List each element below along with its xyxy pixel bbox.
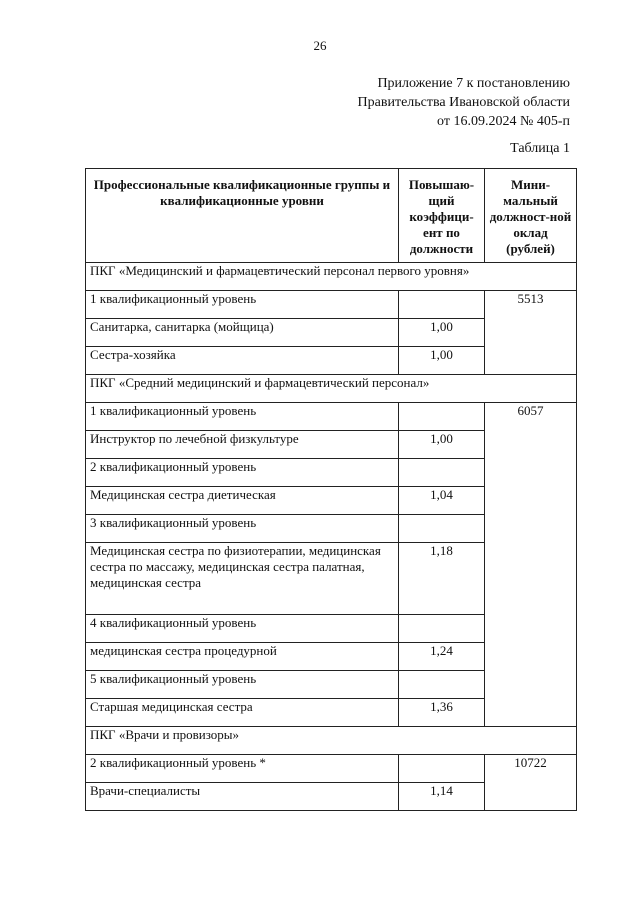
level-name: 3 квалификационный уровень <box>86 515 399 543</box>
coefficient-cell: 1,36 <box>399 699 485 727</box>
group-row <box>86 727 577 755</box>
position-name: Медицинская сестра по физиотерапии, медицинская сестра по массажу, медицинская сестра палатная, медицинская сестра <box>86 543 399 615</box>
level-name: 2 квалификационный уровень <box>86 459 399 487</box>
level-name: 5 квалификационный уровень <box>86 671 399 699</box>
appendix-line-1: Приложение 7 к постановлению <box>377 76 570 91</box>
coefficient-cell: 1,00 <box>399 431 485 459</box>
level-name: 1 квалификационный уровень <box>86 403 399 431</box>
coefficient-cell <box>399 755 485 783</box>
coefficient-cell: 1,00 <box>399 319 485 347</box>
table-row <box>86 291 577 319</box>
header-coefficient: Повышаю-щий коэффици-ент по должности <box>399 169 485 263</box>
position-name: Медицинская сестра диетическая <box>86 487 399 515</box>
coefficient-cell: 1,18 <box>399 543 485 615</box>
salary-cell: 6057 <box>485 403 577 727</box>
level-name: 1 квалификационный уровень <box>86 291 399 319</box>
table-row <box>86 403 577 431</box>
level-name: 2 квалификационный уровень * <box>86 755 399 783</box>
header-groups-levels: Профессиональные квалификационные группы и квалификационные уровни <box>86 169 399 263</box>
coefficient-cell: 1,24 <box>399 643 485 671</box>
table-header-row <box>86 169 577 263</box>
position-name: Инструктор по лечебной физкультуре <box>86 431 399 459</box>
salary-cell: 10722 <box>485 755 577 811</box>
coefficient-cell <box>399 459 485 487</box>
salary-table <box>85 168 577 811</box>
position-name: медицинская сестра процедурной <box>86 643 399 671</box>
coefficient-cell: 1,04 <box>399 487 485 515</box>
position-name: Старшая медицинская сестра <box>86 699 399 727</box>
table-row <box>86 755 577 783</box>
coefficient-cell <box>399 515 485 543</box>
position-name: Врачи-специалисты <box>86 783 399 811</box>
coefficient-cell: 1,00 <box>399 347 485 375</box>
position-name: Санитарка, санитарка (мойщица) <box>86 319 399 347</box>
page-number: 26 <box>313 38 327 53</box>
table-caption: Таблица 1 <box>510 141 570 156</box>
appendix-line-3: от 16.09.2024 № 405-п <box>437 114 570 129</box>
coefficient-cell: 1,14 <box>399 783 485 811</box>
group-title: ПКГ «Средний медицинский и фармацевтический персонал» <box>86 375 577 403</box>
salary-cell: 5513 <box>485 291 577 375</box>
group-title: ПКГ «Врачи и провизоры» <box>86 727 577 755</box>
position-name: Сестра-хозяйка <box>86 347 399 375</box>
header-salary: Мини-мальный должност-ной оклад (рублей) <box>485 169 577 263</box>
appendix-header <box>358 74 570 131</box>
group-row <box>86 263 577 291</box>
group-title: ПКГ «Медицинский и фармацевтический персонал первого уровня» <box>86 263 577 291</box>
level-name: 4 квалификационный уровень <box>86 615 399 643</box>
coefficient-cell <box>399 403 485 431</box>
group-row <box>86 375 577 403</box>
coefficient-cell <box>399 671 485 699</box>
coefficient-cell <box>399 615 485 643</box>
coefficient-cell <box>399 291 485 319</box>
appendix-line-2: Правительства Ивановской области <box>357 95 570 110</box>
